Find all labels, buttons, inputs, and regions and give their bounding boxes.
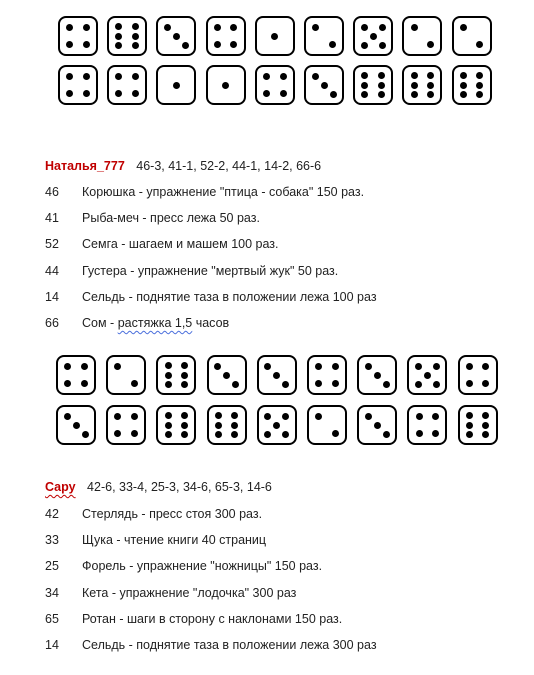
die-pip [427,72,434,79]
die-pip [214,363,221,370]
die-four-icon [206,16,246,56]
die-pip [131,380,138,387]
die-pip [374,372,381,379]
die-pip [460,72,467,79]
die-pip [115,33,122,40]
player-rolls: 42-6, 33-4, 25-3, 34-6, 65-3, 14-6 [87,480,272,494]
die-pip [460,82,467,89]
die-pip [312,24,319,31]
die-pip [374,422,381,429]
exercise-number: 41 [45,211,59,225]
die-pip [182,42,189,49]
die-pip [271,33,278,40]
player-header [45,478,272,496]
die-pip [132,23,139,30]
die-pip [83,90,90,97]
die-pip [361,72,368,79]
die-pip [181,381,188,388]
die-pip [181,362,188,369]
die-pip [115,73,122,80]
exercise-text-before: Сом - [82,316,118,330]
die-pip [264,413,271,420]
exercise-line [45,183,364,201]
die-pip [66,73,73,80]
die-pip [164,24,171,31]
die-five-icon [407,355,447,395]
die-pip [83,41,90,48]
die-pip [115,23,122,30]
die-four-icon [458,355,498,395]
die-six-icon [458,405,498,445]
die-pip [165,362,172,369]
die-pip [332,430,339,437]
exercise-line [45,636,377,654]
die-pip [114,430,121,437]
die-pip [215,412,222,419]
die-pip [361,24,368,31]
die-pip [73,422,80,429]
die-pip [114,363,121,370]
exercise-text-after: часов [192,316,230,330]
die-pip [411,24,418,31]
die-three-icon [304,65,344,105]
die-pip [361,82,368,89]
exercise-text: Сельдь - поднятие таза в положении лежа 100 раз [82,290,377,304]
exercise-number: 52 [45,237,59,251]
die-pip [81,380,88,387]
exercise-line [45,314,229,332]
die-pip [432,430,439,437]
die-pip [378,91,385,98]
die-pip [66,41,73,48]
die-pip [411,72,418,79]
die-pip [482,431,489,438]
die-pip [132,33,139,40]
die-pip [482,422,489,429]
die-pip [482,363,489,370]
die-pip [466,431,473,438]
die-pip [165,372,172,379]
die-pip [466,380,473,387]
die-pip [132,42,139,49]
die-pip [231,431,238,438]
exercise-text: Форель - упражнение "ножницы" 150 раз. [82,559,323,573]
dice-row [0,355,534,397]
die-four-icon [56,355,96,395]
die-pip [427,41,434,48]
die-six-icon [452,65,492,105]
die-pip [416,430,423,437]
die-pip [424,372,431,379]
die-pip [264,431,271,438]
die-five-icon [257,405,297,445]
die-pip [264,363,271,370]
die-six-icon [207,405,247,445]
exercise-text: Семга - шагаем и машем 100 раз. [82,237,279,251]
die-pip [64,363,71,370]
die-pip [66,90,73,97]
die-five-icon [353,16,393,56]
exercise-number: 46 [45,185,59,199]
die-pip [131,430,138,437]
die-four-icon [58,16,98,56]
die-pip [466,363,473,370]
die-pip [132,73,139,80]
die-pip [165,412,172,419]
exercise-number: 33 [45,533,59,547]
die-four-icon [106,405,146,445]
die-pip [476,91,483,98]
player-name: Сару [45,480,76,494]
die-pip [181,422,188,429]
die-pip [64,413,71,420]
die-pip [433,363,440,370]
die-pip [282,431,289,438]
player-name: Наталья_777 [45,159,125,173]
die-pip [165,381,172,388]
die-pip [415,363,422,370]
die-pip [460,24,467,31]
die-pip [83,24,90,31]
die-pip [460,91,467,98]
die-pip [315,380,322,387]
die-pip [165,431,172,438]
exercise-text: Кета - упражнение "лодочка" 300 раз [82,586,297,600]
exercise-number: 65 [45,612,59,626]
die-pip [114,413,121,420]
die-pip [230,24,237,31]
die-pip [466,412,473,419]
die-pip [315,363,322,370]
die-pip [280,73,287,80]
die-one-icon [255,16,295,56]
die-pip [365,413,372,420]
die-pip [427,82,434,89]
exercise-text: Стерлядь - пресс стоя 300 раз. [82,507,263,521]
die-pip [312,73,319,80]
exercise-text: Густера - упражнение "мертвый жук" 50 раз. [82,264,339,278]
die-pip [273,422,280,429]
die-three-icon [257,355,297,395]
die-six-icon [156,355,196,395]
die-pip [81,363,88,370]
die-pip [332,380,339,387]
die-two-icon [402,16,442,56]
die-pip [321,82,328,89]
die-pip [482,380,489,387]
die-pip [173,82,180,89]
die-two-icon [106,355,146,395]
die-pip [361,42,368,49]
die-pip [466,422,473,429]
die-pip [476,82,483,89]
die-four-icon [407,405,447,445]
die-pip [482,412,489,419]
die-pip [64,380,71,387]
die-pip [280,90,287,97]
die-one-icon [156,65,196,105]
die-pip [416,413,423,420]
die-pip [383,381,390,388]
die-pip [115,90,122,97]
dice-row [0,65,534,107]
die-pip [432,413,439,420]
die-pip [476,72,483,79]
die-pip [365,363,372,370]
exercise-line [45,584,296,602]
exercise-line [45,505,262,523]
die-pip [411,91,418,98]
exercise-number: 66 [45,316,59,330]
die-four-icon [255,65,295,105]
die-three-icon [357,355,397,395]
die-pip [330,91,337,98]
die-four-icon [307,355,347,395]
die-pip [214,24,221,31]
die-two-icon [304,16,344,56]
die-pip [232,381,239,388]
player-header [45,157,321,175]
die-pip [411,82,418,89]
die-four-icon [107,65,147,105]
dice-row [0,16,534,58]
die-pip [332,363,339,370]
die-pip [329,41,336,48]
die-two-icon [452,16,492,56]
die-pip [115,42,122,49]
die-pip [66,24,73,31]
die-pip [273,372,280,379]
die-pip [361,91,368,98]
exercise-number: 25 [45,559,59,573]
die-three-icon [207,355,247,395]
die-pip [215,431,222,438]
die-pip [427,91,434,98]
exercise-line [45,531,266,549]
exercise-line [45,610,342,628]
die-pip [173,33,180,40]
exercise-text: Рыба-меч - пресс лежа 50 раз. [82,211,260,225]
die-pip [215,422,222,429]
die-pip [231,412,238,419]
exercise-line [45,557,322,575]
die-pip [83,73,90,80]
die-pip [165,422,172,429]
exercise-text: Корюшка - упражнение "птица - собака" 150 раз. [82,185,365,199]
die-pip [181,412,188,419]
die-pip [263,90,270,97]
exercise-number: 14 [45,290,59,304]
die-pip [181,431,188,438]
exercise-number: 14 [45,638,59,652]
die-two-icon [307,405,347,445]
die-one-icon [206,65,246,105]
die-pip [131,413,138,420]
die-pip [370,33,377,40]
die-three-icon [357,405,397,445]
die-pip [230,41,237,48]
die-pip [433,381,440,388]
die-pip [181,372,188,379]
die-six-icon [156,405,196,445]
die-six-icon [402,65,442,105]
exercise-line [45,209,260,227]
exercise-text: Ротан - шаги в сторону с наклонами 150 раз. [82,612,343,626]
die-pip [378,72,385,79]
die-pip [383,431,390,438]
die-pip [222,82,229,89]
die-six-icon [107,16,147,56]
die-pip [379,42,386,49]
exercise-text: Щука - чтение книги 40 страниц [82,533,267,547]
exercise-number: 34 [45,586,59,600]
die-pip [379,24,386,31]
die-pip [132,90,139,97]
die-pip [476,41,483,48]
player-rolls: 46-3, 41-1, 52-2, 44-1, 14-2, 66-6 [136,159,322,173]
exercise-line [45,235,279,253]
exercise-line [45,262,338,280]
die-three-icon [156,16,196,56]
exercise-line [45,288,377,306]
die-pip [82,431,89,438]
die-pip [263,73,270,80]
die-pip [282,381,289,388]
die-six-icon [353,65,393,105]
spellcheck-underlined-text: растяжка 1,5 [117,316,193,330]
exercise-number: 44 [45,264,59,278]
die-three-icon [56,405,96,445]
exercise-number: 42 [45,507,59,521]
die-pip [378,82,385,89]
die-pip [214,41,221,48]
die-pip [415,381,422,388]
die-four-icon [58,65,98,105]
exercise-text: Сельдь - поднятие таза в положении лежа 300 раз [82,638,377,652]
die-pip [282,413,289,420]
die-pip [223,372,230,379]
die-pip [231,422,238,429]
die-pip [315,413,322,420]
dice-row [0,405,534,447]
